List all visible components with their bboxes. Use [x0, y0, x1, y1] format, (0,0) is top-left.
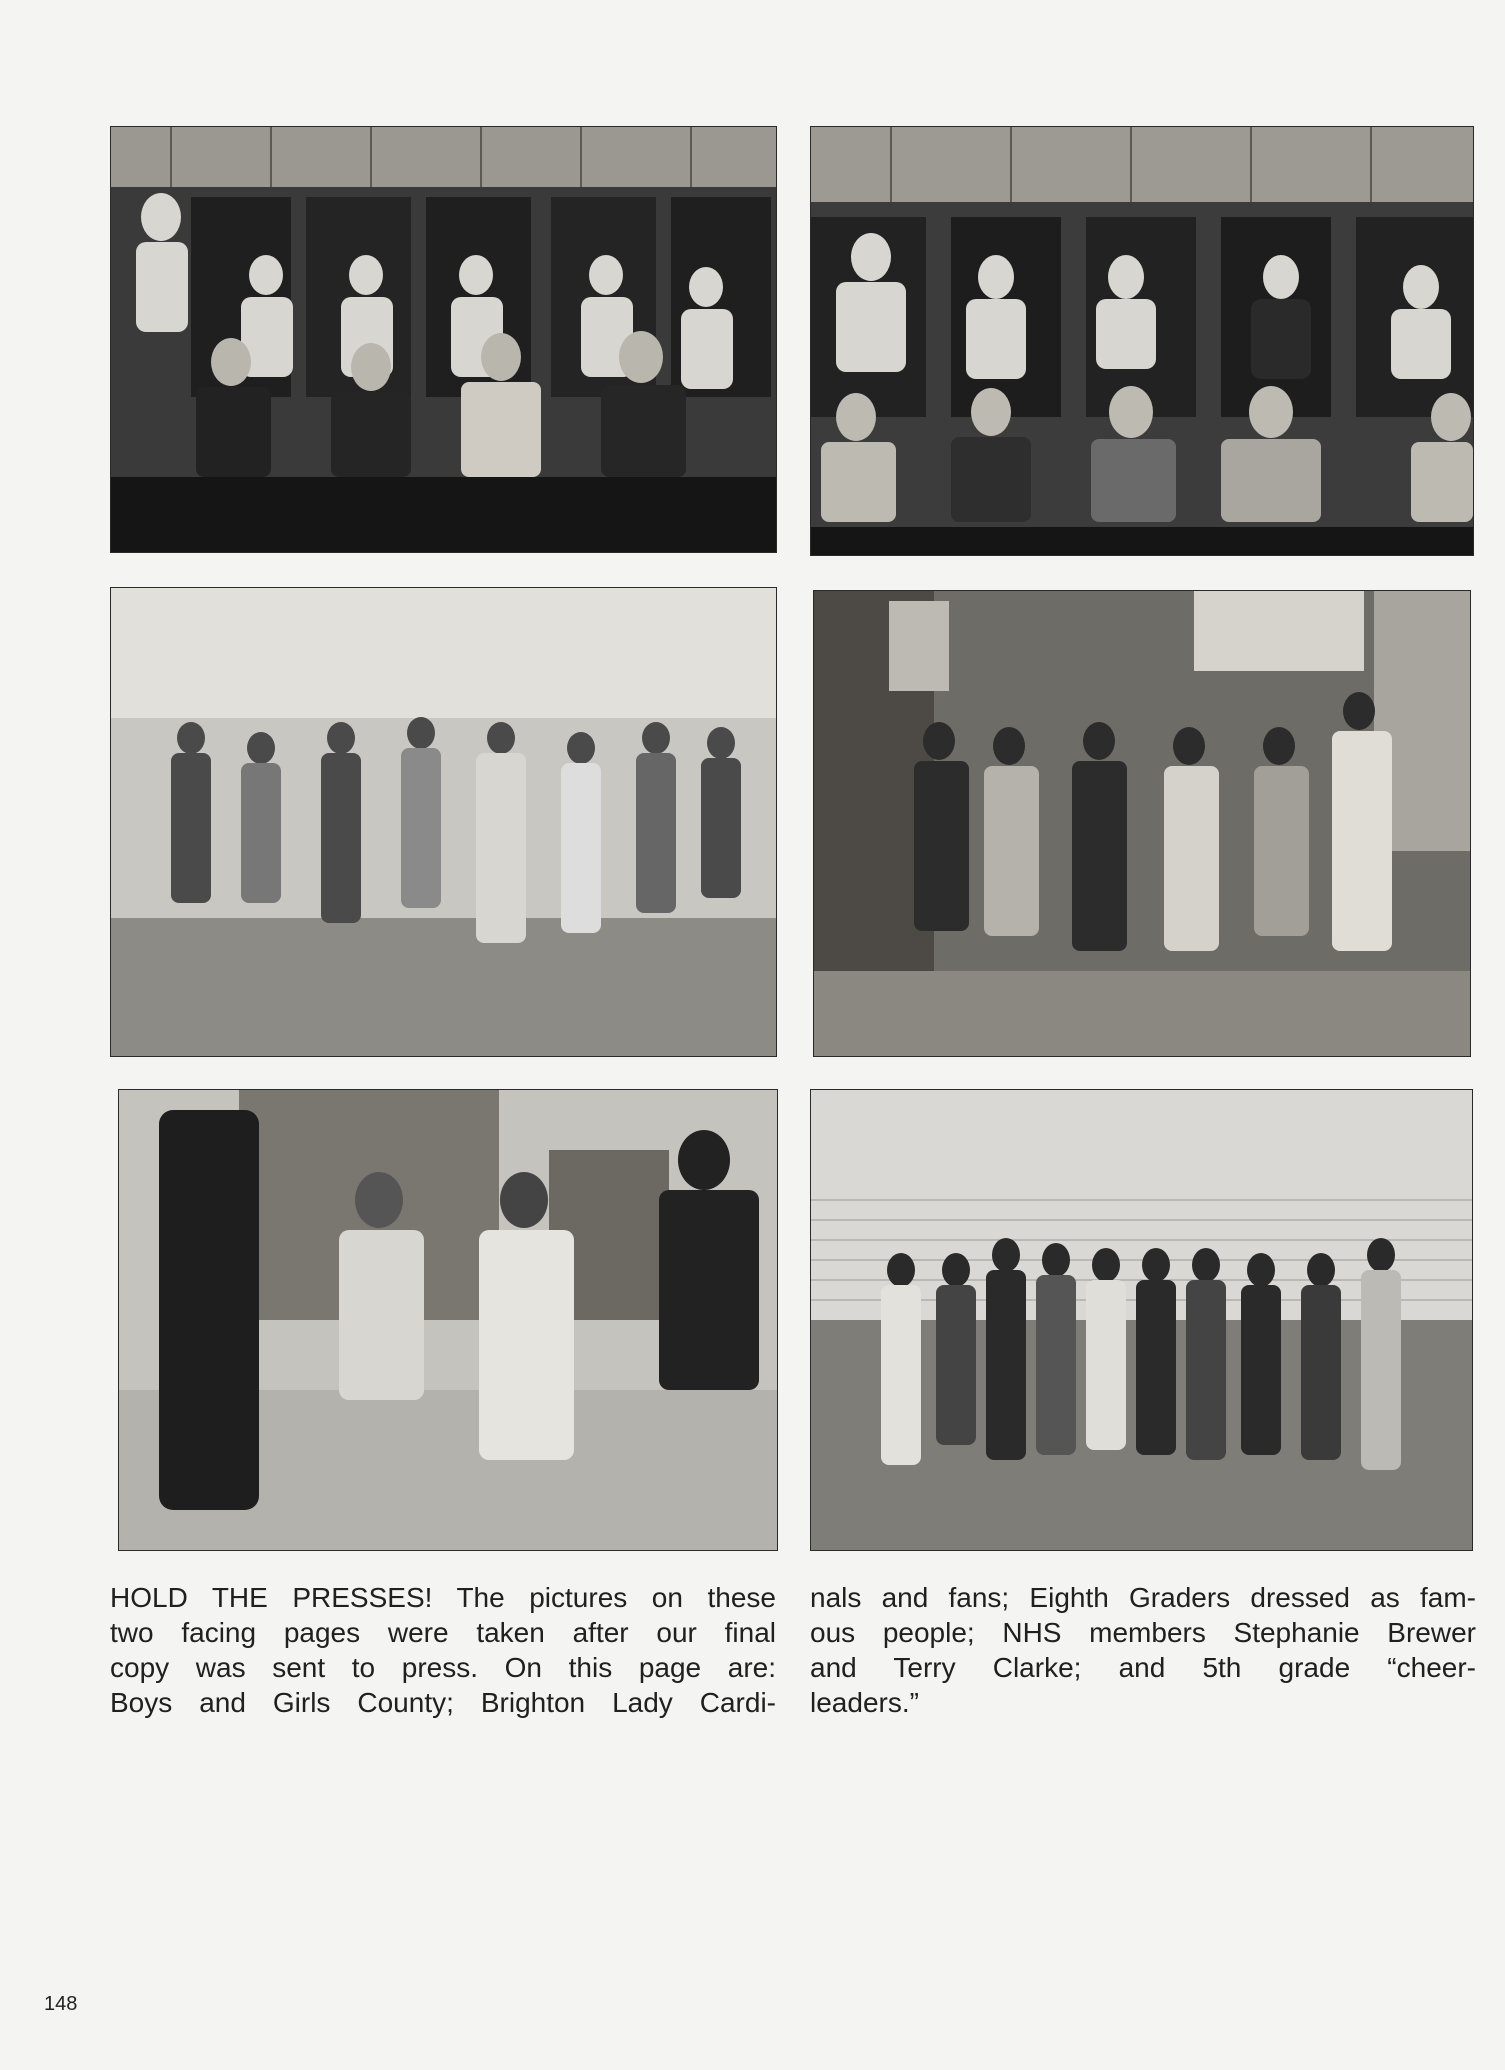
photo-3: [110, 587, 777, 1057]
caption-line: and Terry Clarke; and 5th grade “cheer-: [810, 1652, 1476, 1683]
photo-6: [810, 1089, 1473, 1551]
caption-line: nals and fans; Eighth Graders dressed as fam-: [810, 1582, 1476, 1613]
caption-left-column: [110, 1580, 776, 1720]
caption-line: Boys and Girls County; Brighton Lady Cardi-: [110, 1687, 776, 1718]
photo-1-image: [111, 127, 776, 552]
caption-right-column: [810, 1580, 1476, 1720]
caption-line: leaders.”: [810, 1687, 919, 1718]
photo-5-image: [119, 1090, 777, 1550]
caption-line: copy was sent to press. On this page are:: [110, 1652, 776, 1683]
photo-2-image: [811, 127, 1473, 555]
caption-line: HOLD THE PRESSES! The pictures on these: [110, 1582, 776, 1613]
caption-line: two facing pages were taken after our final: [110, 1617, 776, 1648]
photo-4: [813, 590, 1471, 1057]
photo-3-image: [111, 588, 776, 1056]
photo-2: [810, 126, 1474, 556]
photo-1: [110, 126, 777, 553]
photo-6-image: [811, 1090, 1472, 1550]
photo-4-image: [814, 591, 1470, 1056]
caption-line: ous people; NHS members Stephanie Brewer: [810, 1617, 1476, 1648]
page-number: 148: [44, 1993, 78, 2015]
photo-5: [118, 1089, 778, 1551]
